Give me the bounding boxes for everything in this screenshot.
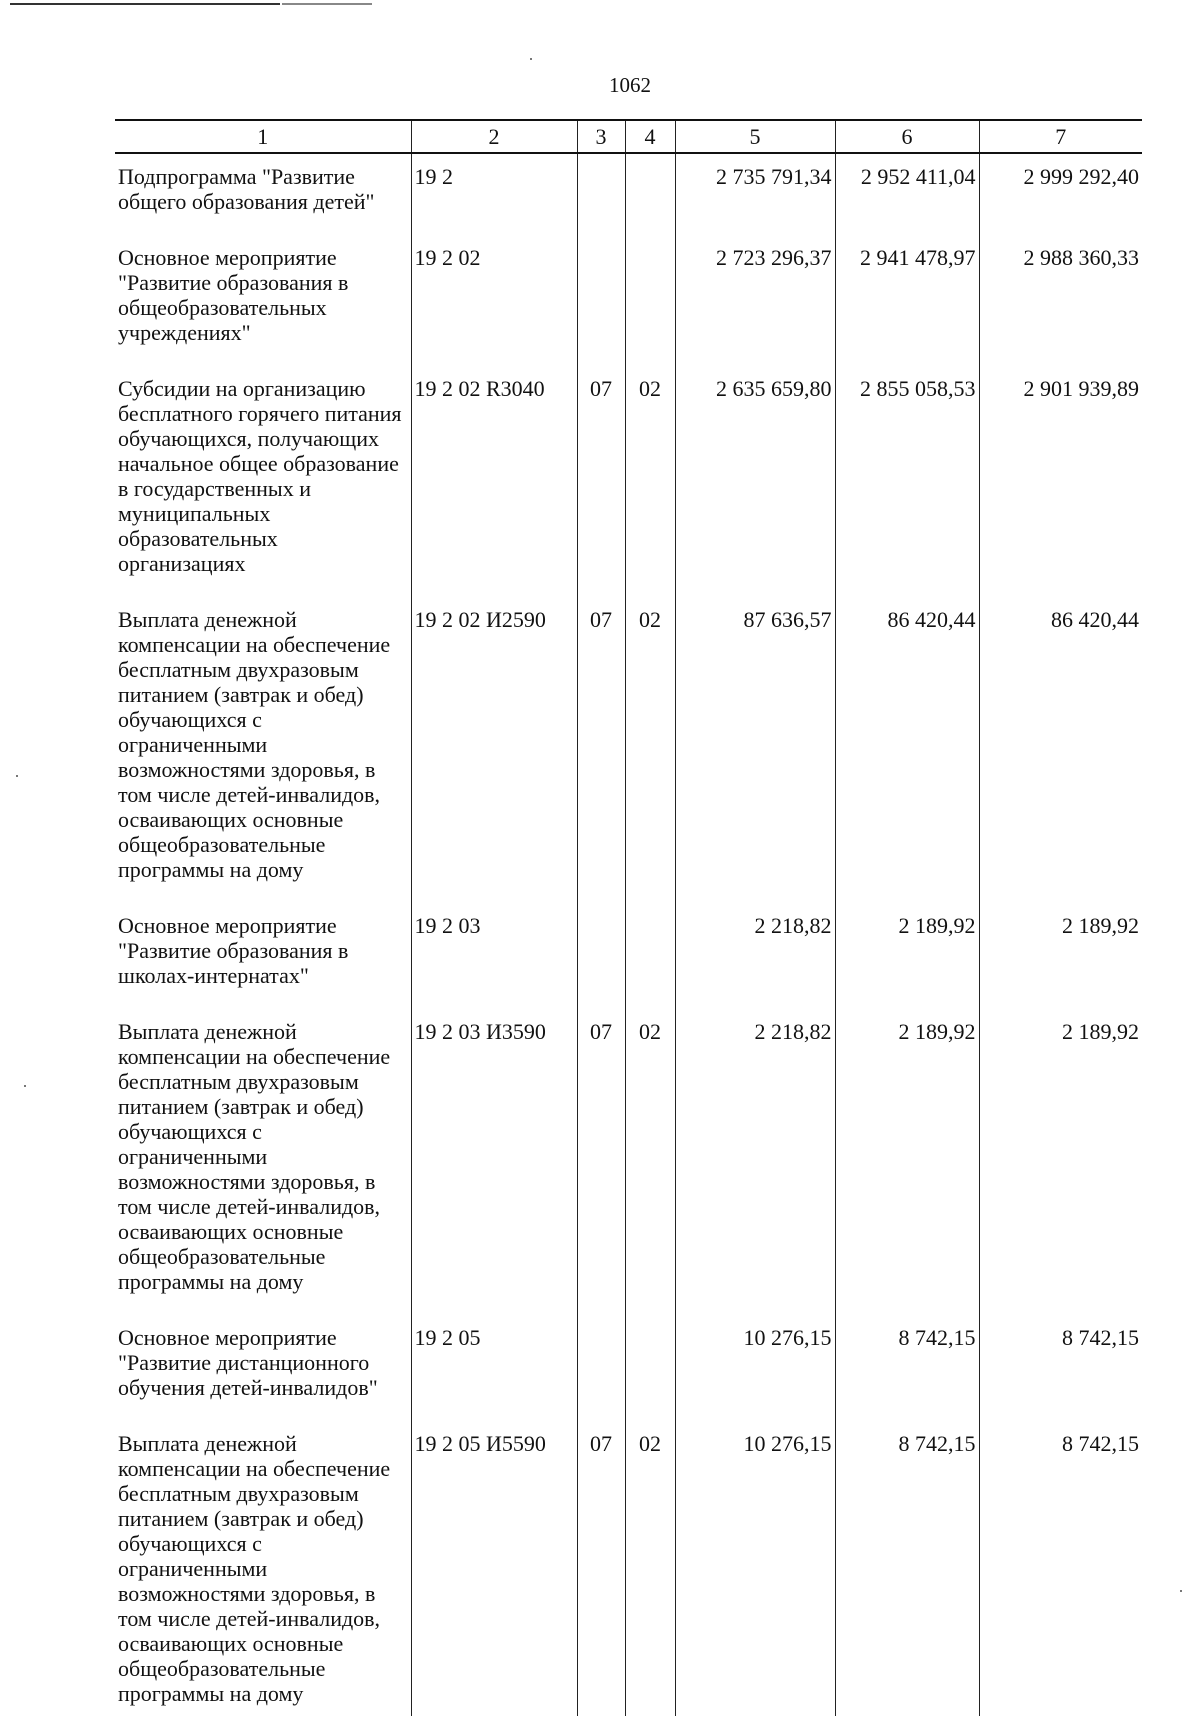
row-value-7: 86 420,44 — [979, 597, 1142, 903]
row-section: 07 — [577, 366, 625, 597]
row-value-5: 2 723 296,37 — [675, 235, 835, 366]
table-row — [115, 1315, 1142, 1421]
row-name: Выплата денежной компенсации на обеспечение бесплатным двухразовым питанием (завтрак и обед) обучающихся с ограниченными возможностями здоровья, в том числе детей-инвалидов, осваивающих основные общеобразовательные программы на дому — [115, 597, 411, 903]
row-value-5: 10 276,15 — [675, 1421, 835, 1716]
table-row — [115, 366, 1142, 597]
table-row — [115, 153, 1142, 235]
table-row — [115, 1421, 1142, 1716]
row-subsection — [625, 1315, 675, 1421]
scan-speck — [530, 58, 532, 60]
row-value-6: 8 742,15 — [835, 1421, 979, 1716]
row-section — [577, 903, 625, 1009]
row-value-6: 2 189,92 — [835, 1009, 979, 1315]
scan-top-rule-faint — [282, 3, 372, 5]
row-name: Подпрограмма "Развитие общего образования детей" — [115, 153, 411, 235]
table-row — [115, 597, 1142, 903]
row-section: 07 — [577, 1009, 625, 1315]
budget-table — [115, 119, 1142, 1716]
scan-speck — [24, 1085, 26, 1087]
column-header: 3 — [577, 120, 625, 153]
column-header: 7 — [979, 120, 1142, 153]
row-section — [577, 235, 625, 366]
row-value-7: 2 189,92 — [979, 1009, 1142, 1315]
row-name: Выплата денежной компенсации на обеспечение бесплатным двухразовым питанием (завтрак и обед) обучающихся с ограниченными возможностями здоровья, в том числе детей-инвалидов, осваивающих основные общеобразовательные программы на дому — [115, 1421, 411, 1716]
row-value-6: 86 420,44 — [835, 597, 979, 903]
row-name: Выплата денежной компенсации на обеспечение бесплатным двухразовым питанием (завтрак и обед) обучающихся с ограниченными возможностями здоровья, в том числе детей-инвалидов, осваивающих основные общеобразовательные программы на дому — [115, 1009, 411, 1315]
row-section: 07 — [577, 597, 625, 903]
table-row — [115, 235, 1142, 366]
row-section — [577, 1315, 625, 1421]
row-value-5: 87 636,57 — [675, 597, 835, 903]
column-header: 4 — [625, 120, 675, 153]
row-subsection: 02 — [625, 1009, 675, 1315]
row-value-6: 2 941 478,97 — [835, 235, 979, 366]
page-number: 1062 — [609, 73, 651, 97]
scan-speck — [1180, 1590, 1182, 1592]
row-subsection: 02 — [625, 366, 675, 597]
scan-speck — [16, 775, 18, 777]
row-value-5: 2 218,82 — [675, 1009, 835, 1315]
row-code: 19 2 03 И3590 — [411, 1009, 577, 1315]
row-name: Субсидии на организацию бесплатного горячего питания обучающихся, получающих начальное общее образование в государственных и муниципальных образовательных организациях — [115, 366, 411, 597]
row-value-7: 8 742,15 — [979, 1421, 1142, 1716]
row-code: 19 2 02 R3040 — [411, 366, 577, 597]
row-value-6: 2 189,92 — [835, 903, 979, 1009]
row-code: 19 2 05 — [411, 1315, 577, 1421]
row-value-7: 2 189,92 — [979, 903, 1142, 1009]
column-header: 6 — [835, 120, 979, 153]
row-code: 19 2 — [411, 153, 577, 235]
table-header-row — [115, 120, 1142, 153]
scan-top-rule — [10, 3, 280, 5]
row-section — [577, 153, 625, 235]
row-value-5: 2 218,82 — [675, 903, 835, 1009]
row-code: 19 2 02 И2590 — [411, 597, 577, 903]
row-subsection: 02 — [625, 597, 675, 903]
column-header: 1 — [115, 120, 411, 153]
row-value-6: 8 742,15 — [835, 1315, 979, 1421]
row-name: Основное мероприятие "Развитие образования в общеобразовательных учреждениях" — [115, 235, 411, 366]
row-value-5: 10 276,15 — [675, 1315, 835, 1421]
row-subsection — [625, 235, 675, 366]
row-subsection — [625, 153, 675, 235]
row-code: 19 2 03 — [411, 903, 577, 1009]
column-header: 2 — [411, 120, 577, 153]
row-value-6: 2 952 411,04 — [835, 153, 979, 235]
table-row — [115, 903, 1142, 1009]
row-subsection — [625, 903, 675, 1009]
row-value-7: 2 988 360,33 — [979, 235, 1142, 366]
row-value-7: 2 999 292,40 — [979, 153, 1142, 235]
row-value-6: 2 855 058,53 — [835, 366, 979, 597]
row-value-7: 2 901 939,89 — [979, 366, 1142, 597]
row-subsection: 02 — [625, 1421, 675, 1716]
row-name: Основное мероприятие "Развитие дистанционного обучения детей-инвалидов" — [115, 1315, 411, 1421]
row-code: 19 2 05 И5590 — [411, 1421, 577, 1716]
row-value-5: 2 635 659,80 — [675, 366, 835, 597]
row-value-7: 8 742,15 — [979, 1315, 1142, 1421]
table-row — [115, 1009, 1142, 1315]
row-section: 07 — [577, 1421, 625, 1716]
row-value-5: 2 735 791,34 — [675, 153, 835, 235]
row-code: 19 2 02 — [411, 235, 577, 366]
column-header: 5 — [675, 120, 835, 153]
row-name: Основное мероприятие "Развитие образования в школах-интернатах" — [115, 903, 411, 1009]
